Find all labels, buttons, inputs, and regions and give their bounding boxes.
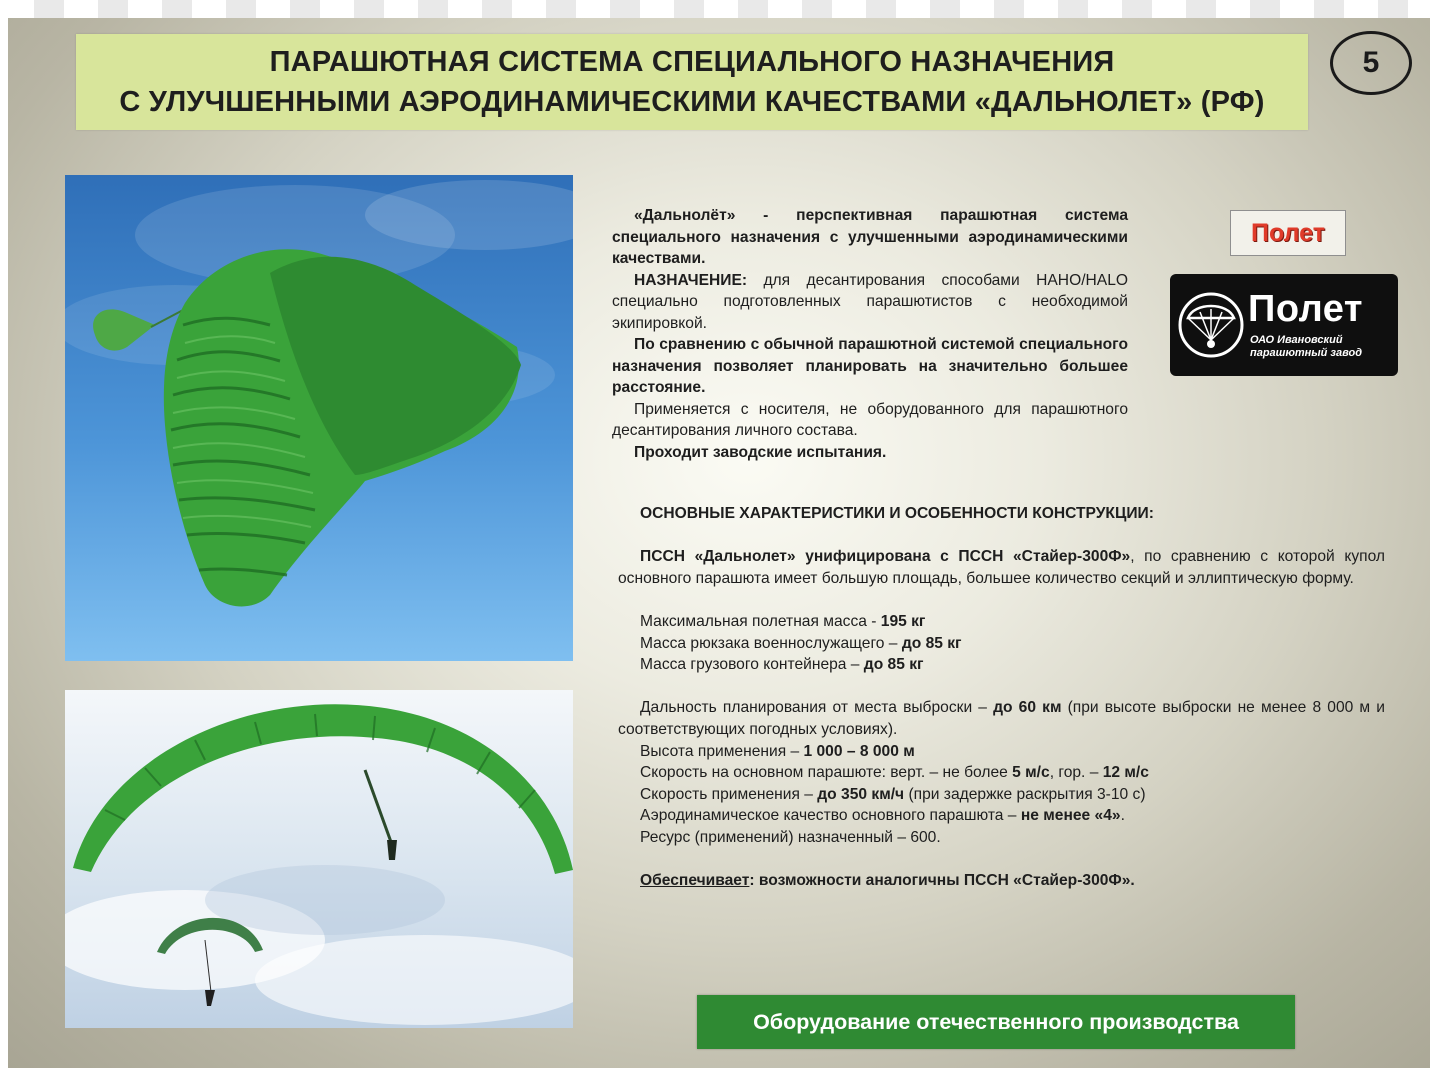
spec-value: до 85 кг [863, 656, 924, 674]
spec-value: до 85 кг [901, 634, 962, 652]
company-logo [1170, 274, 1398, 376]
unification-bold: ПССН «Дальнолет» унифицирована с ПССН «Стайер-300Ф» [640, 548, 1131, 566]
intro-paragraph-2 [612, 270, 1128, 335]
intro-paragraph-4: Применяется с носителя, не оборудованного для парашютного десантирования личного состава. [612, 400, 1128, 439]
spacer [618, 676, 1385, 698]
page-number: 5 [1330, 31, 1412, 95]
spec-resource: Ресурс (применений) назначенный – 600. [640, 828, 941, 846]
spec-backpack-mass [618, 633, 1385, 655]
parachute-emblem-icon [1176, 288, 1246, 362]
spec-deploy-speed [618, 784, 1385, 806]
intro-paragraph-3: По сравнению с обычной парашютной системой специального назначения позволяет планировать на значительно большее расстояние. [612, 336, 1128, 396]
specifications [618, 503, 1385, 892]
specs-heading: ОСНОВНЫЕ ХАРАКТЕРИСТИКИ И ОСОБЕННОСТИ КОНСТРУКЦИИ: [640, 505, 1154, 522]
provides-text: : возможности аналогичны ПССН «Стайер-300Ф». [749, 872, 1135, 890]
spec-label: Аэродинамическое качество основного парашюта – [640, 807, 1021, 825]
purpose-label: НАЗНАЧЕНИЕ: [634, 271, 748, 289]
spec-label: Дальность планирования от места выброски – [640, 699, 994, 717]
spec-value: 1 000 – 8 000 м [803, 742, 915, 760]
spec-altitude [618, 741, 1385, 763]
spec-label: Масса грузового контейнера – [640, 656, 864, 674]
intro-paragraph-5: Проходит заводские испытания. [634, 443, 887, 461]
specs-unification [618, 546, 1385, 589]
purpose-text: для десантирования способами НАНО/HALO специально подготовленных парашютистов с необходимой экипировкой. [612, 271, 1128, 332]
system-description: - перспективная парашютная система специального назначения с улучшенными аэродинамическими качествами. [612, 207, 1128, 267]
spec-note: (при задержке раскрытия 3-10 с) [904, 785, 1146, 803]
spec-value: 5 м/с [1012, 764, 1050, 782]
spec-glide-ratio [618, 805, 1385, 827]
spec-canopy-speed [618, 762, 1385, 784]
spec-label: Скорость применения – [640, 785, 818, 803]
unification-text: , по сравнению с которой купол основного парашюта имеет большую площадь, большее количество секций и эллиптическую форму. [618, 548, 1385, 587]
title-line-2: С УЛУЧШЕННЫМИ АЭРОДИНАМИЧЕСКИМИ КАЧЕСТВАМИ «ДАЛЬНОЛЕТ» (РФ) [119, 86, 1265, 118]
spec-label: Максимальная полетная масса - [640, 612, 881, 630]
intro-text [612, 205, 1128, 463]
provides-label: Обеспечивает [640, 872, 750, 890]
spec-value: 195 кг [880, 612, 926, 630]
logo-wordmark: Полет [1248, 288, 1363, 330]
binding-strip [0, 0, 1438, 20]
spec-value: не менее «4» [1020, 807, 1121, 825]
slide [8, 18, 1430, 1068]
spec-max-flight-mass [618, 611, 1385, 633]
spec-label: Скорость на основном парашюте: верт. – не более [640, 764, 1013, 782]
spec-cargo-mass [618, 654, 1385, 676]
spec-label: , гор. – [1049, 764, 1103, 782]
logo-subtitle-line-2: парашютный завод [1250, 347, 1363, 359]
system-name: «Дальнолёт» [634, 207, 736, 224]
brand-badge: Полет [1230, 210, 1346, 256]
spacer [618, 525, 1385, 547]
logo-subtitle-line-1: ОАО Ивановский [1250, 334, 1343, 346]
logo-subtitle [1250, 334, 1396, 360]
spec-value: до 350 км/ч [817, 785, 905, 803]
spec-provides [618, 870, 1385, 892]
spec-note: (при высоте выброски не менее 8 000 м и соответствующих погодных условиях). [618, 699, 1385, 738]
spacer [618, 849, 1385, 871]
title-line-1: ПАРАШЮТНАЯ СИСТЕМА СПЕЦИАЛЬНОГО НАЗНАЧЕНИЯ [269, 46, 1115, 78]
spec-label: Масса рюкзака военнослужащего – [640, 634, 902, 652]
spec-label: Высота применения – [640, 742, 804, 760]
canopy-photo-bottom [65, 690, 573, 1028]
footer-banner: Оборудование отечественного производства [697, 995, 1295, 1049]
intro-paragraph-1 [612, 205, 1128, 270]
spec-label: . [1120, 807, 1125, 825]
spacer [618, 589, 1385, 611]
spec-value: 12 м/с [1102, 764, 1149, 782]
spec-value: до 60 км [993, 699, 1062, 717]
spec-glide-range [618, 697, 1385, 740]
canopy-photo-top [65, 175, 573, 661]
title-banner [76, 34, 1308, 130]
